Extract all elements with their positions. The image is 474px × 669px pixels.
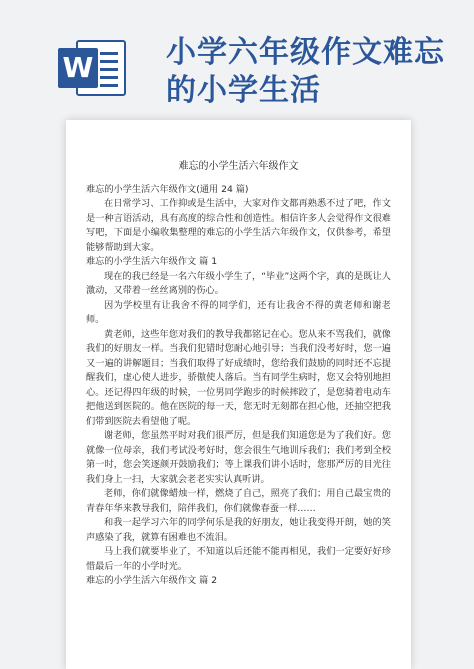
paragraph: 谢老师，您虽然平时对我们很严厉，但是我们知道您是为了我们好。您就像一位母亲，我们考试没考好时，您会很生气地训斥我们；我们考到全校第一时，您会笑逐颜开鼓励我们；等上课我们讲小话时，您那严厉的目光往我们身上一扫，大家就会老老实实认真听讲。 xyxy=(86,430,391,485)
paragraph-list xyxy=(86,183,391,589)
document-subtitle: 难忘的小学生活六年级作文(通用 24 篇) xyxy=(86,183,249,195)
section-heading: 难忘的小学生活六年级作文 篇 1 xyxy=(86,256,218,267)
section-heading: 难忘的小学生活六年级作文 篇 2 xyxy=(86,575,218,586)
document-title: 难忘的小学生活六年级作文 xyxy=(178,161,299,172)
word-badge: W xyxy=(58,48,98,88)
paragraph: 现在的我已经是一名六年级小学生了，“毕业”这两个字，真的是既让人激动，又带着一丝丝离别的伤心。 xyxy=(86,270,391,296)
paragraph: 在日常学习、工作抑或是生活中，大家对作文都再熟悉不过了吧，作文是一种言语活动，具有高度的综合性和创造性。相信许多人会觉得作文很难写吧，下面是小编收集整理的难忘的小学生活六年级作文，仅供参考，希望能够帮助到大家。 xyxy=(86,198,391,253)
paragraph: 和我一起学习六年的同学何乐是我的好朋友，她让我变得开朗，她的笑声感染了我，就算有困难也不流泪。 xyxy=(86,517,391,543)
word-document-icon xyxy=(58,38,130,98)
paragraph: 老师，你们就像蜡烛一样，燃烧了自己，照亮了我们；用自己最宝贵的青春年华来教导我们，陪伴我们，你们就像春蚕一样…… xyxy=(86,488,391,514)
paragraph: 马上我们就要毕业了，不知道以后还能不能再相见，我们一定要好好珍惜最后一年的小学时光。 xyxy=(86,546,391,572)
document-page xyxy=(66,120,411,669)
paragraph: 因为学校里有让我舍不得的同学们，还有让我舍不得的黄老师和谢老师。 xyxy=(86,299,391,325)
document-body xyxy=(86,160,391,589)
banner-title: 小学六年级作文难忘的小学生活 xyxy=(166,35,445,108)
banner xyxy=(0,0,474,115)
paragraph: 黄老师，这些年您对我们的教导我都铭记在心。您从来不骂我们，就像我们的好朋友一样。当我们犯错时您耐心地引导；当我们没考好时，您一遍又一遍的讲解题目；当我们取得了好成绩时，您给我们鼓励的同时还不忘提醒我们，虚心使人进步，骄傲使人落后。当有同学生病时，您又会特别地担心。还记得四年级的时候，一位男同学跑步的时候摔跤了，是您骑着电动车把他送到医院的。他在医院的每一天，您无时无刻都在担心他，还抽空把我们带到医院去看望他了呢。 xyxy=(86,328,391,427)
